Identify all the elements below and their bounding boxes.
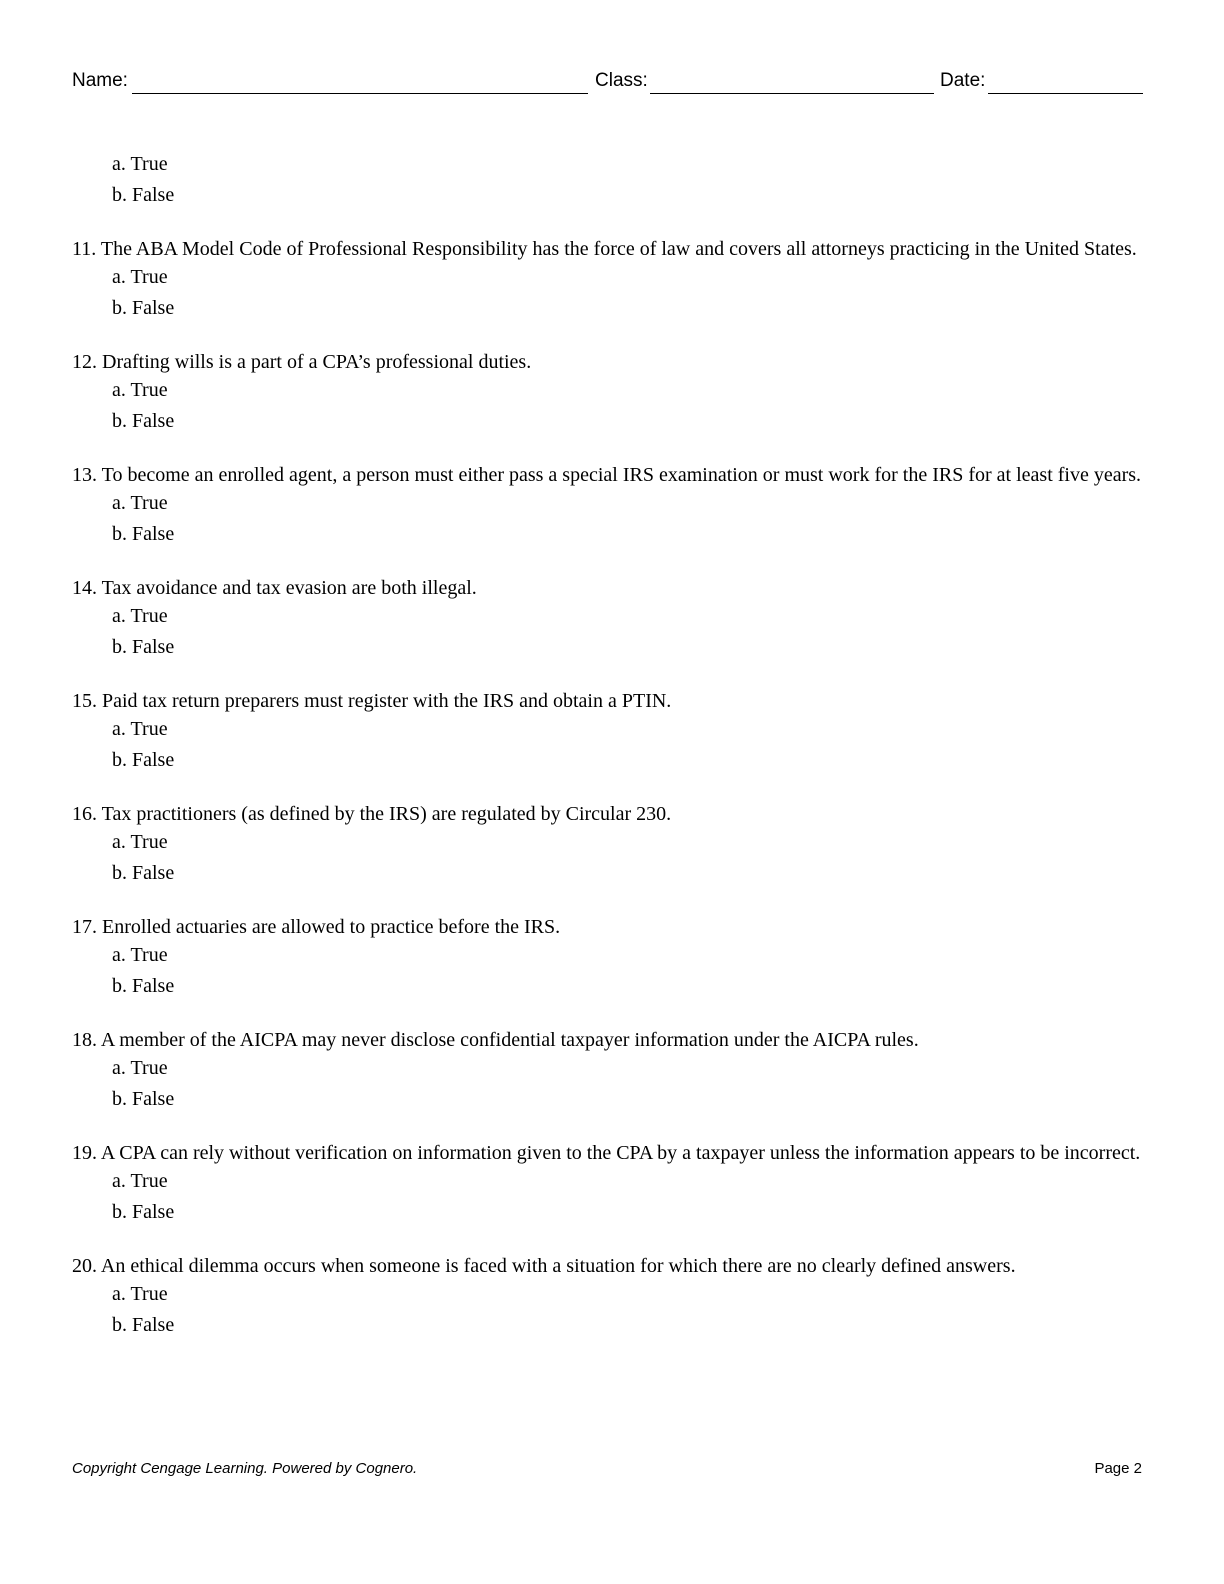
option-false: b. False xyxy=(112,975,175,997)
option-false: b. False xyxy=(112,1314,175,1336)
student-info-header xyxy=(72,70,1143,98)
question-text: 18. A member of the AICPA may never disclose confidential taxpayer information under the AICPA rules. xyxy=(72,1029,919,1051)
option-false: b. False xyxy=(112,749,175,771)
option-false: b. False xyxy=(112,184,175,206)
question-12 xyxy=(72,350,1144,434)
class-field-line xyxy=(650,93,934,94)
option-true: a. True xyxy=(112,492,168,514)
answer-options xyxy=(72,491,1144,547)
answer-options xyxy=(72,378,1144,434)
option-false: b. False xyxy=(112,862,175,884)
date-field-line xyxy=(988,93,1143,94)
option-true: a. True xyxy=(112,718,168,740)
question-text: 11. The ABA Model Code of Professional Responsibility has the force of law and covers all attorneys practicing in the United States. xyxy=(72,238,1137,260)
question-text: 13. To become an enrolled agent, a person must either pass a special IRS examination or must work for the IRS for at least five years. xyxy=(72,464,1142,486)
question-20 xyxy=(72,1254,1144,1338)
answer-options xyxy=(72,604,1144,660)
option-true: a. True xyxy=(112,944,168,966)
question-list xyxy=(72,152,1144,1338)
answer-options xyxy=(72,1169,1144,1225)
option-true: a. True xyxy=(112,153,168,175)
answer-options xyxy=(72,1056,1144,1112)
answer-options xyxy=(72,943,1144,999)
question-11 xyxy=(72,237,1144,321)
option-true: a. True xyxy=(112,379,168,401)
question-text: 17. Enrolled actuaries are allowed to practice before the IRS. xyxy=(72,916,561,938)
question-17 xyxy=(72,915,1144,999)
option-true: a. True xyxy=(112,831,168,853)
name-field-line xyxy=(132,93,588,94)
question-text: 15. Paid tax return preparers must register with the IRS and obtain a PTIN. xyxy=(72,690,672,712)
answer-options xyxy=(72,717,1144,773)
class-label: Class: xyxy=(595,70,648,91)
question-16 xyxy=(72,802,1144,886)
option-true: a. True xyxy=(112,1283,168,1305)
option-false: b. False xyxy=(112,1201,175,1223)
option-true: a. True xyxy=(112,1170,168,1192)
question-text: 20. An ethical dilemma occurs when someone is faced with a situation for which there are no clearly defined answers. xyxy=(72,1255,1016,1277)
option-false: b. False xyxy=(112,1088,175,1110)
question-14 xyxy=(72,576,1144,660)
question-19 xyxy=(72,1141,1144,1225)
question-18 xyxy=(72,1028,1144,1112)
answer-options xyxy=(72,152,1144,208)
question-13 xyxy=(72,463,1144,547)
option-false: b. False xyxy=(112,297,175,319)
question-text: 19. A CPA can rely without verification on information given to the CPA by a taxpayer unless the information appears to be incorrect. xyxy=(72,1142,1141,1164)
option-false: b. False xyxy=(112,523,175,545)
answer-options xyxy=(72,1282,1144,1338)
option-true: a. True xyxy=(112,266,168,288)
option-false: b. False xyxy=(112,410,175,432)
question-text: 12. Drafting wills is a part of a CPA’s professional duties. xyxy=(72,351,532,373)
date-label: Date: xyxy=(940,70,986,91)
option-true: a. True xyxy=(112,1057,168,1079)
answer-options xyxy=(72,265,1144,321)
answer-options xyxy=(72,830,1144,886)
question-text: 14. Tax avoidance and tax evasion are both illegal. xyxy=(72,577,477,599)
option-false: b. False xyxy=(112,636,175,658)
question-15 xyxy=(72,689,1144,773)
name-label: Name: xyxy=(72,70,128,91)
copyright-notice: Copyright Cengage Learning. Powered by Cognero. xyxy=(72,1460,418,1477)
option-true: a. True xyxy=(112,605,168,627)
page-number: Page 2 xyxy=(1094,1460,1142,1477)
question-text: 16. Tax practitioners (as defined by the IRS) are regulated by Circular 230. xyxy=(72,803,672,825)
question-10-continued xyxy=(72,152,1144,208)
